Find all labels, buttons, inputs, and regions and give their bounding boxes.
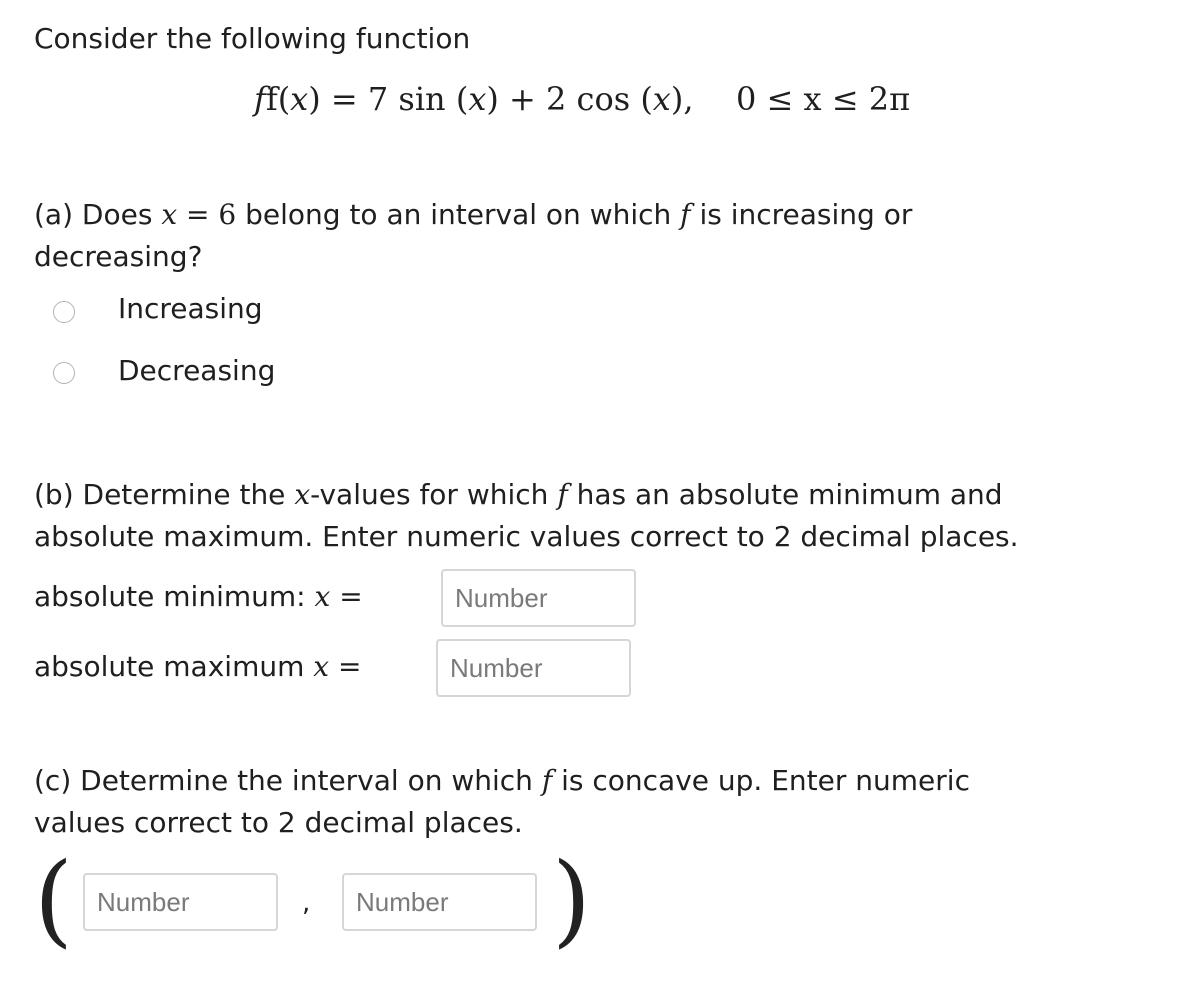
part-a-suffix: is increasing or: [699, 198, 913, 231]
interval-start-input[interactable]: [83, 873, 278, 931]
min-label-eq: =: [339, 580, 363, 613]
function-formula: ff(x) = 7 sin (x) + 2 cos (x),: [254, 80, 694, 118]
part-b-prefix: (b) Determine the: [34, 478, 286, 511]
formula-open: f(: [265, 80, 291, 118]
option-increasing-label[interactable]: Increasing: [118, 292, 263, 325]
part-a-line2: decreasing?: [34, 240, 203, 273]
absolute-maximum-input[interactable]: [436, 639, 631, 697]
absolute-minimum-input[interactable]: [441, 569, 636, 627]
open-paren: (: [34, 841, 74, 958]
part-c-suffix: is concave up. Enter numeric: [561, 764, 970, 797]
intro-text: Consider the following function: [34, 22, 471, 55]
formula-var-3: x: [652, 80, 671, 118]
interval-comma: ,: [302, 888, 311, 918]
part-b-f: f: [557, 478, 568, 511]
part-a-prefix: (a) Does: [34, 198, 153, 231]
part-c-question: [34, 764, 970, 797]
part-a-eq: = 6: [186, 198, 237, 231]
close-paren: ): [552, 841, 592, 958]
part-b-suffix: has an absolute minimum and: [576, 478, 1003, 511]
part-a-question: [34, 198, 912, 231]
part-a-var: x: [161, 198, 178, 231]
part-b-question: [34, 478, 1003, 511]
interval-end-input[interactable]: [342, 873, 537, 931]
max-label-eq: =: [337, 650, 362, 683]
max-label-text: absolute maximum: [34, 650, 305, 683]
radio-increasing[interactable]: [53, 301, 75, 323]
min-label-x: x: [314, 580, 331, 613]
part-c-prefix: (c) Determine the interval on which: [34, 764, 533, 797]
absolute-maximum-label: [34, 650, 361, 683]
part-b-line2: absolute maximum. Enter numeric values correct to 2 decimal places.: [34, 520, 1019, 553]
formula-sin: ) = 7 sin (: [308, 80, 469, 118]
part-b-var: x: [294, 478, 311, 511]
formula-var-1: x: [290, 80, 309, 118]
part-c-line2: values correct to 2 decimal places.: [34, 806, 523, 839]
formula-end: ),: [670, 80, 694, 118]
formula-cos: ) + 2 cos (: [486, 80, 653, 118]
formula-var-2: x: [468, 80, 487, 118]
option-decreasing-label[interactable]: Decreasing: [118, 354, 276, 387]
max-label-x: x: [313, 650, 330, 683]
formula-domain: 0 ≤ x ≤ 2π: [736, 80, 911, 118]
part-a-f: f: [680, 198, 691, 231]
part-c-f: f: [541, 764, 553, 797]
part-a-middle: belong to an interval on which: [245, 198, 672, 231]
radio-decreasing[interactable]: [53, 362, 75, 384]
min-label-text: absolute minimum:: [34, 580, 306, 613]
part-b-mid: -values for which: [310, 478, 549, 511]
absolute-minimum-label: [34, 580, 363, 613]
